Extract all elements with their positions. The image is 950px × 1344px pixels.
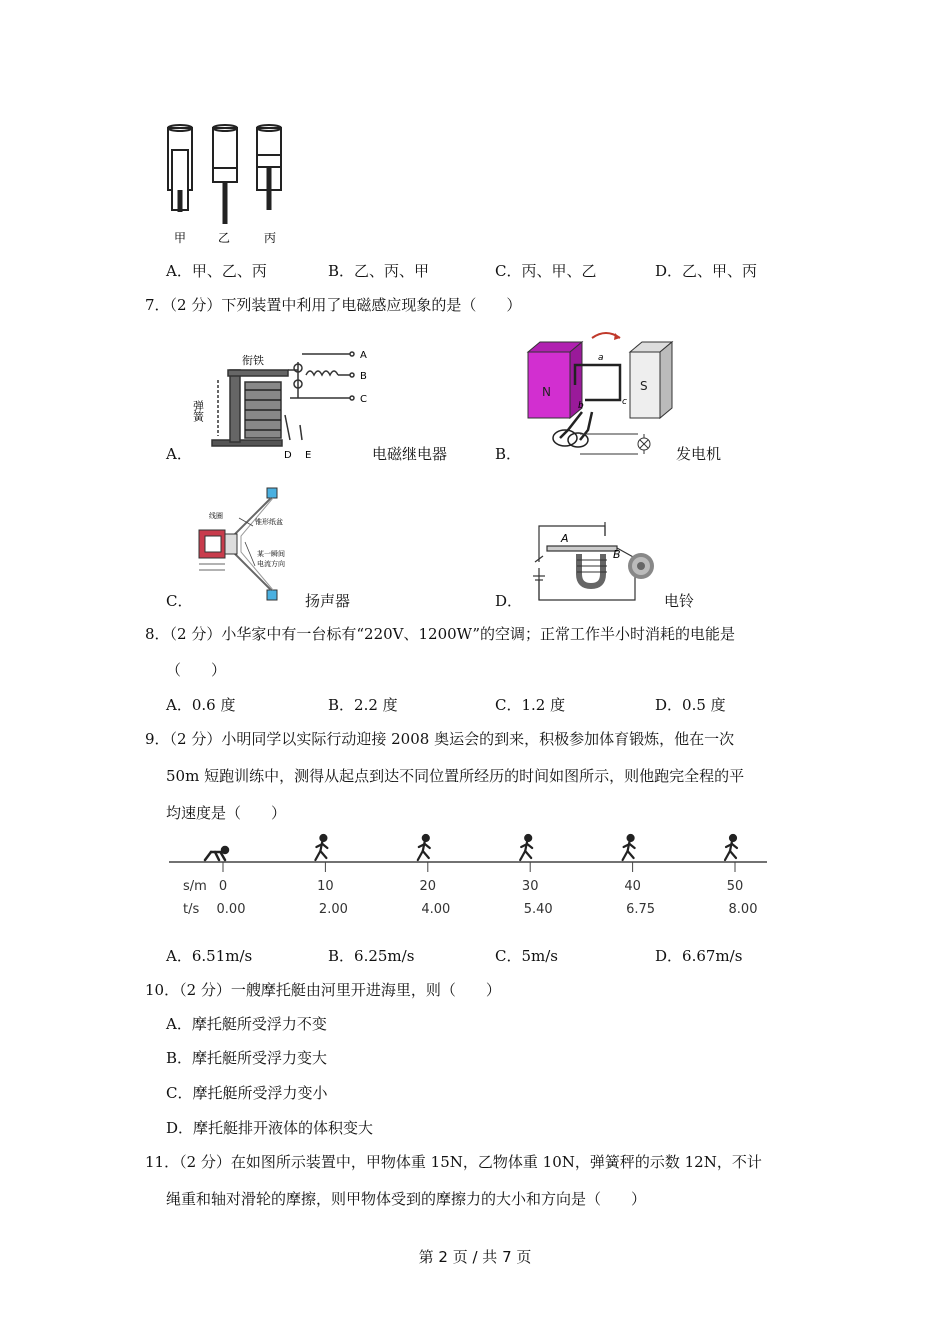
bell-label-a: A <box>561 532 569 545</box>
q9-option-a[interactable]: A．6.51m/s <box>166 947 253 965</box>
time-value: 4.00 <box>421 902 451 917</box>
bell-label-b: B <box>613 548 621 561</box>
relay-label-d: D <box>284 450 292 461</box>
q10-stem: 10．（2 分）一艘摩托艇由河里开进海里，则（ ） <box>145 981 501 999</box>
generator-label-n: N <box>542 385 551 399</box>
q9-option-c[interactable]: C．5m/s <box>495 947 558 965</box>
q8-option-c[interactable]: C．1.2 度 <box>495 696 566 714</box>
q10-option-d[interactable]: D．摩托艇排开液体的体积变大 <box>166 1119 374 1137</box>
tube-label-jia: 甲 <box>174 231 187 245</box>
q10-option-b[interactable]: B．摩托艇所受浮力变大 <box>166 1049 328 1067</box>
distance-value: 0 <box>218 879 228 894</box>
time-value: 2.00 <box>318 902 348 917</box>
runner-icon <box>725 835 737 860</box>
relay-label-e: E <box>305 450 312 461</box>
q7-option-d-caption: 电铃 <box>664 592 695 610</box>
q8-stem: 8．（2 分）小华家中有一台标有“220V、1200W”的空调；正常工作半小时消耗的电能是 <box>145 625 736 643</box>
q7-option-d-letter[interactable]: D． <box>495 592 523 610</box>
s-axis-label: s/m <box>183 879 207 894</box>
q6-option-b[interactable]: B．乙、丙、甲 <box>328 262 430 280</box>
q11-stem-line2: 绳重和轴对滑轮的摩擦，则甲物体受到的摩擦力的大小和方向是（ ） <box>166 1190 647 1208</box>
distance-value: 10 <box>317 879 334 894</box>
runner-icon <box>418 835 430 860</box>
q9-option-b[interactable]: B．6.25m/s <box>328 947 415 965</box>
generator-label-s: S <box>640 379 648 393</box>
q6-option-d[interactable]: D．乙、甲、丙 <box>655 262 758 280</box>
q9-option-d[interactable]: D．6.67m/s <box>655 947 743 965</box>
q9-runner-figure <box>165 830 775 925</box>
q7-option-a-caption: 电磁继电器 <box>372 445 448 463</box>
q7-option-a-letter[interactable]: A． <box>166 445 192 463</box>
distance-value: 40 <box>624 879 641 894</box>
time-value: 8.00 <box>728 902 758 917</box>
q9-stem-line2: 50m 短跑训练中，测得从起点到达不同位置所经历的时间如图所示，则他跑完全程的平 <box>166 767 745 785</box>
q7-stem: 7．（2 分）下列装置中利用了电磁感应现象的是（ ） <box>145 296 522 314</box>
q7-option-b-letter[interactable]: B． <box>495 445 522 463</box>
distance-value: 50 <box>726 879 744 894</box>
q7-speaker-figure <box>195 486 315 606</box>
relay-label-c: C <box>360 394 367 405</box>
speaker-label-current: 某一瞬间 <box>257 550 285 558</box>
distance-value: 20 <box>419 879 437 894</box>
runner-icon <box>520 835 532 860</box>
time-value: 5.40 <box>523 902 553 917</box>
q7-bell-figure <box>525 518 665 604</box>
q6-option-a[interactable]: A．甲、乙、丙 <box>166 262 267 280</box>
q7-option-c-caption: 扬声器 <box>305 592 351 610</box>
speaker-label-coil: 线圈 <box>209 512 223 520</box>
relay-label-spring: 弹簧 <box>191 400 205 422</box>
q8-option-d[interactable]: D．0.5 度 <box>655 696 726 714</box>
page-footer: 第 2 页 / 共 7 页 <box>418 1248 532 1266</box>
speaker-label-cone: 锥形纸盆 <box>255 518 283 526</box>
runner-start <box>205 847 228 860</box>
tube-label-bing: 丙 <box>264 231 277 245</box>
time-value: 0.00 <box>216 902 246 917</box>
q9-stem-line3: 均速度是（ ） <box>166 804 287 822</box>
q10-option-c[interactable]: C．摩托艇所受浮力变小 <box>166 1084 328 1102</box>
q7-option-c-letter[interactable]: C． <box>166 592 193 610</box>
q11-stem-line1: 11．（2 分）在如图所示装置中，甲物体重 15N，乙物体重 10N，弹簧秤的示数 12N，不计 <box>145 1153 762 1171</box>
q7-option-b-caption: 发电机 <box>676 445 722 463</box>
t-axis-label: t/s <box>183 902 200 917</box>
q8-stem-bracket: （ ） <box>166 661 227 679</box>
runner-icon <box>315 835 327 860</box>
relay-label-a: A <box>360 350 367 361</box>
generator-label-b: b <box>578 401 584 411</box>
relay-label-b: B <box>360 371 367 382</box>
runner-icon <box>623 835 635 860</box>
q6-option-c[interactable]: C．丙、甲、乙 <box>495 262 597 280</box>
speaker-label-current2: 电流方向 <box>257 560 285 568</box>
q9-stem-line1: 9．（2 分）小明同学以实际行动迎接 2008 奥运会的到来，积极参加体育锻炼，他在一次 <box>145 730 735 748</box>
q8-option-a[interactable]: A．0.6 度 <box>166 696 236 714</box>
distance-value: 30 <box>521 879 539 894</box>
generator-label-a: a <box>598 353 604 363</box>
time-value: 6.75 <box>626 902 656 917</box>
q10-option-a[interactable]: A．摩托艇所受浮力不变 <box>166 1015 327 1033</box>
q8-option-b[interactable]: B．2.2 度 <box>328 696 398 714</box>
q7-generator-figure <box>520 330 680 455</box>
q6-tubes-figure <box>160 120 300 250</box>
relay-label-armature: 衔铁 <box>242 354 264 367</box>
generator-label-c: c <box>622 397 627 407</box>
q7-relay-figure <box>190 340 380 465</box>
tube-label-yi: 乙 <box>218 231 231 245</box>
